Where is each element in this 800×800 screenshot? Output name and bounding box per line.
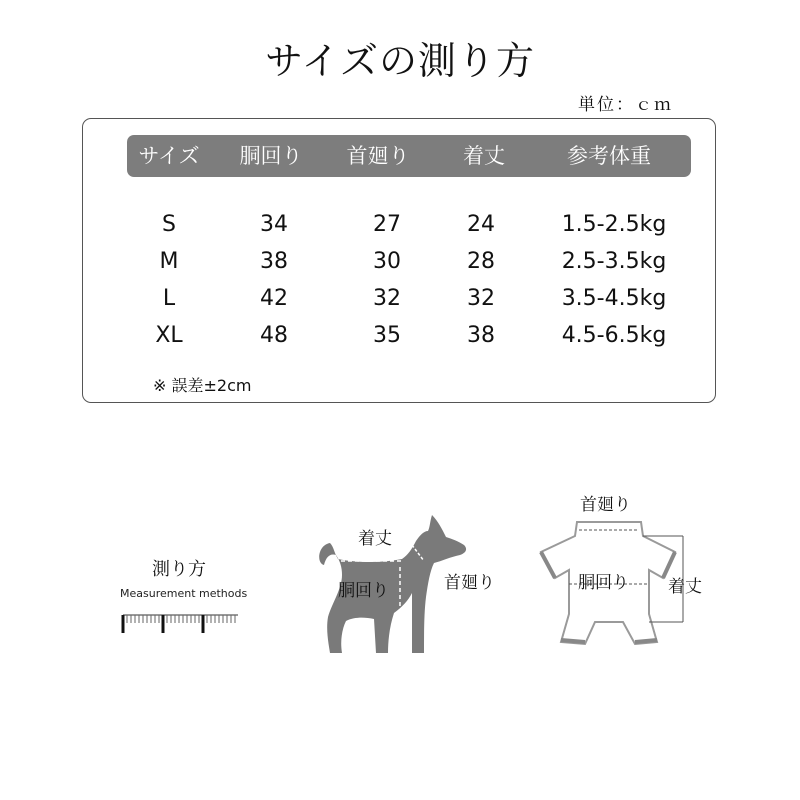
- cell-length: 24: [467, 212, 495, 237]
- table-row: [83, 207, 715, 243]
- cell-chest: 48: [260, 323, 288, 348]
- unit-label: 単位：ｃｍ: [578, 95, 673, 115]
- header-chest: 胴回り: [239, 144, 303, 168]
- tolerance-note: ※ 誤差±2cm: [153, 376, 252, 395]
- cell-weight: 1.5-2.5kg: [561, 212, 667, 237]
- cell-size: M: [159, 249, 179, 274]
- dog-chest-label: 胴回り: [338, 581, 389, 601]
- header-length: 着丈: [463, 144, 505, 168]
- cell-size: XL: [155, 323, 183, 348]
- cell-neck: 32: [373, 286, 401, 311]
- table-row: [83, 281, 715, 317]
- cell-chest: 34: [260, 212, 288, 237]
- header-size: サイズ: [138, 144, 200, 168]
- table-header: [127, 135, 691, 177]
- garment-length-label: 着丈: [668, 577, 702, 597]
- cell-length: 32: [467, 286, 495, 311]
- header-neck: 首廻り: [346, 144, 410, 168]
- ruler-icon: [118, 603, 248, 643]
- cell-chest: 38: [260, 249, 288, 274]
- cell-neck: 27: [373, 212, 401, 237]
- header-weight: 参考体重: [567, 144, 651, 168]
- ruler-title: 測り方: [152, 559, 206, 580]
- garment-neck-label: 首廻り: [580, 495, 631, 515]
- page-title: サイズの測り方: [265, 39, 535, 83]
- cell-chest: 42: [260, 286, 288, 311]
- cell-neck: 35: [373, 323, 401, 348]
- cell-weight: 4.5-6.5kg: [561, 323, 667, 348]
- dog-length-label: 着丈: [358, 529, 392, 549]
- cell-size: S: [162, 212, 176, 237]
- cell-weight: 3.5-4.5kg: [561, 286, 667, 311]
- measurement-methods: [118, 555, 258, 645]
- cell-neck: 30: [373, 249, 401, 274]
- cell-weight: 2.5-3.5kg: [561, 249, 667, 274]
- table-row: [83, 318, 715, 354]
- size-table-card: [82, 118, 716, 403]
- cell-length: 28: [467, 249, 495, 274]
- garment-chest-label: 胴回り: [578, 573, 629, 593]
- cell-length: 38: [467, 323, 495, 348]
- cell-size: L: [162, 286, 176, 311]
- ruler-subtitle: Measurement methods: [120, 587, 248, 600]
- dog-neck-label: 首廻り: [444, 573, 495, 593]
- table-row: [83, 244, 715, 280]
